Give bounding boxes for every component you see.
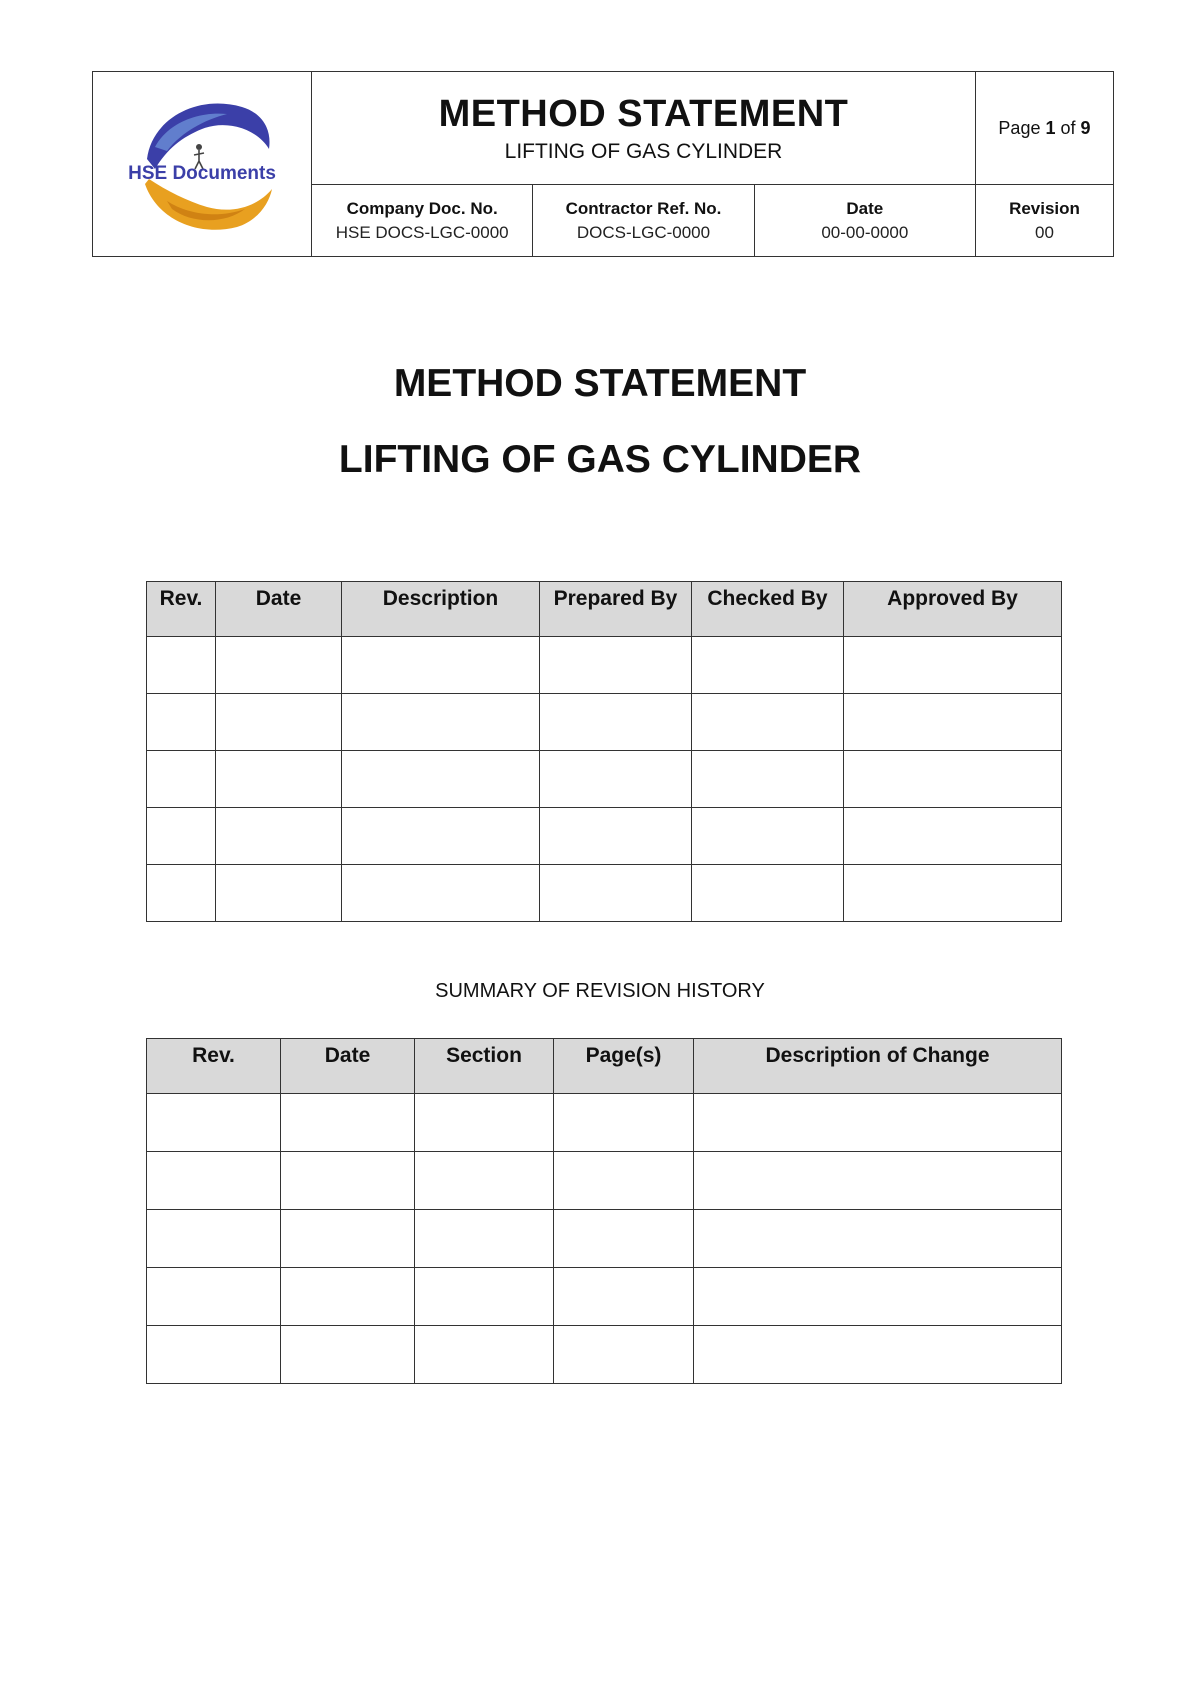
- table-row: [147, 751, 1062, 808]
- page-label: Page: [998, 117, 1041, 138]
- date-cell: [754, 185, 975, 257]
- cover-title-line2: LIFTING OF GAS CYLINDER: [338, 438, 862, 481]
- col-pages: Page(s): [554, 1039, 694, 1094]
- header-subtitle: LIFTING OF GAS CYLINDER: [504, 140, 783, 163]
- revision-table-header: [147, 582, 1062, 637]
- table-row: [147, 808, 1062, 865]
- contractor-ref-value: DOCS-LGC-0000: [576, 222, 711, 242]
- page-indicator: [976, 72, 1114, 185]
- table-row: [147, 1152, 1062, 1210]
- col-date: Date: [281, 1039, 415, 1094]
- col-prepared-by: Prepared By: [540, 582, 692, 637]
- table-row: [147, 1094, 1062, 1152]
- contractor-ref-label: Contractor Ref. No.: [565, 198, 722, 218]
- table-row: [147, 1210, 1062, 1268]
- table-row: [147, 694, 1062, 751]
- date-value: 00-00-0000: [821, 222, 909, 242]
- page-total: 9: [1080, 117, 1091, 138]
- company-doc-label: Company Doc. No.: [346, 198, 498, 218]
- page-current: 1: [1045, 117, 1056, 138]
- col-rev: Rev.: [147, 582, 216, 637]
- table-row: [147, 865, 1062, 922]
- history-table-header: [147, 1039, 1062, 1094]
- col-checked-by: Checked By: [692, 582, 844, 637]
- summary-heading: SUMMARY OF REVISION HISTORY: [435, 980, 765, 1002]
- col-description-of-change: Description of Change: [694, 1039, 1062, 1094]
- history-table: [146, 1038, 1062, 1384]
- header-title: METHOD STATEMENT: [438, 93, 849, 135]
- page-of: of: [1060, 117, 1076, 138]
- title-cell: [312, 72, 976, 185]
- col-date: Date: [216, 582, 342, 637]
- col-section: Section: [415, 1039, 554, 1094]
- date-label: Date: [846, 198, 884, 218]
- contractor-ref-cell: [533, 185, 754, 257]
- table-row: [147, 1326, 1062, 1384]
- cover-title-line1: METHOD STATEMENT: [393, 362, 807, 405]
- col-description: Description: [342, 582, 540, 637]
- col-approved-by: Approved By: [844, 582, 1062, 637]
- col-rev: Rev.: [147, 1039, 281, 1094]
- document-header: [92, 71, 1114, 257]
- hse-logo: [127, 89, 277, 239]
- logo-text: HSE Documents: [128, 163, 276, 184]
- table-row: [147, 1268, 1062, 1326]
- company-doc-value: HSE DOCS-LGC-0000: [335, 222, 509, 242]
- company-doc-cell: [312, 185, 533, 257]
- revision-cell: [976, 185, 1114, 257]
- revision-value: 00: [1035, 222, 1054, 242]
- logo-cell: [93, 72, 312, 257]
- revision-table: [146, 581, 1062, 922]
- revision-label: Revision: [1009, 198, 1080, 218]
- table-row: [147, 637, 1062, 694]
